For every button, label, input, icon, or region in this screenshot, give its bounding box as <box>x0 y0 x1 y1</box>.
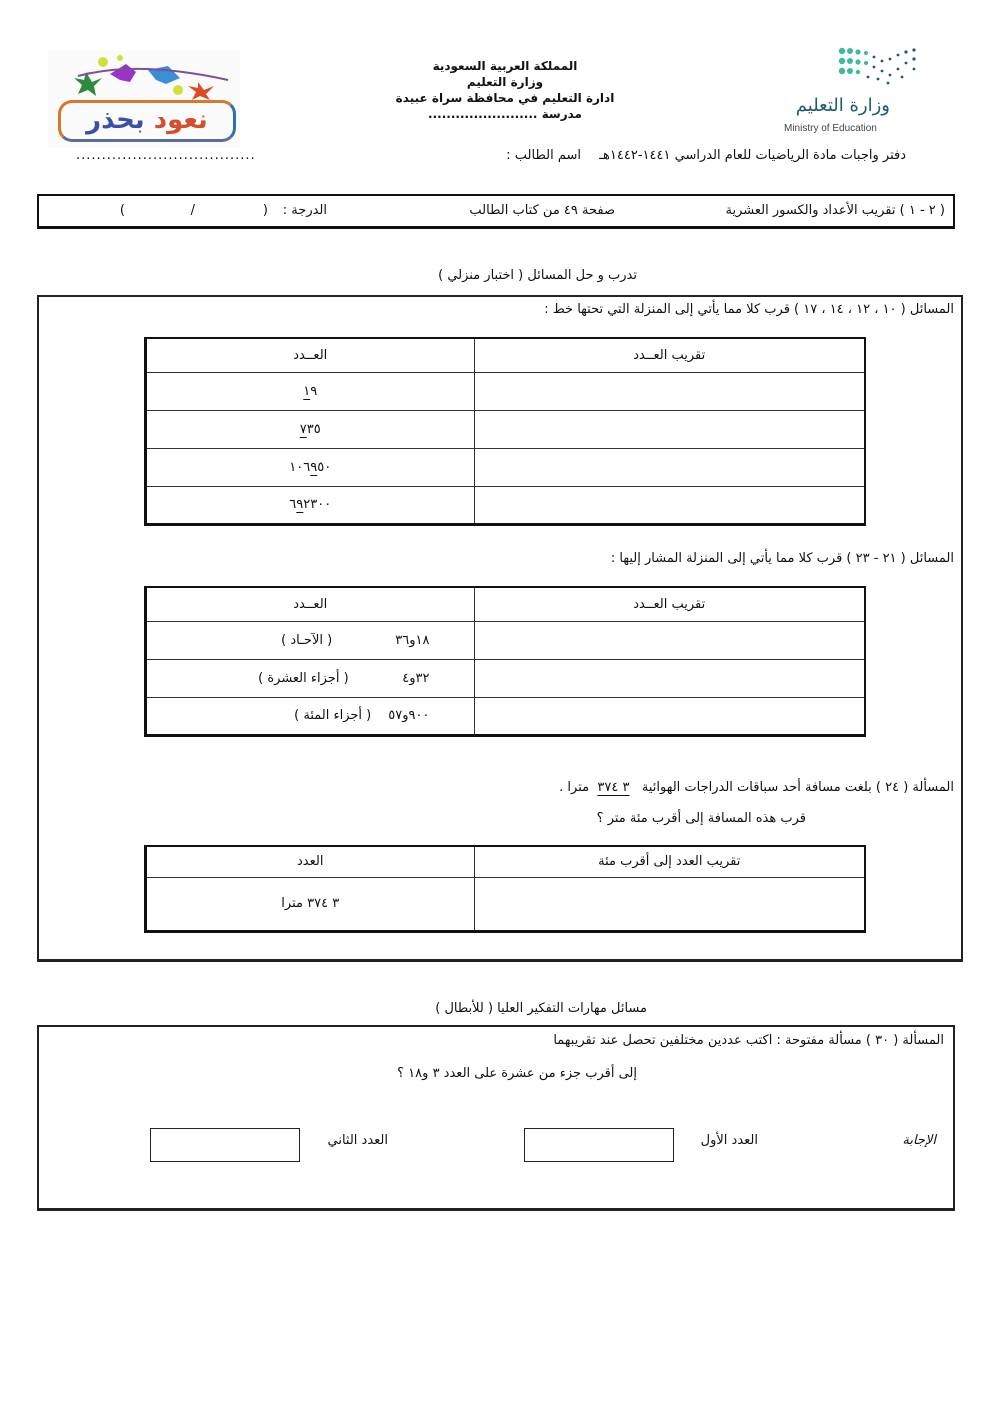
answer-cell[interactable] <box>474 410 865 448</box>
logo-word-2: بحذر <box>86 105 145 135</box>
answer-cell[interactable] <box>474 486 865 524</box>
problem-30-line-2: إلى أقرب جزء من عشرة على العدد ٣ و١٨ ؟ <box>397 1066 637 1081</box>
number-cell <box>146 372 475 410</box>
number-cell: ٣ ٣٧٤ مترا <box>146 877 475 931</box>
digits-after: ٢٣٠٠ <box>303 497 332 512</box>
problem-set-2-table <box>144 586 866 737</box>
answer-cell[interactable] <box>474 621 865 659</box>
problem-24-prompt <box>559 780 954 795</box>
underlined-digit: ١ <box>303 383 311 399</box>
problem-24-prefix: المسألة ( ٢٤ ) بلغت مسافة أحد سباقات الدراجات الهوائية <box>641 780 954 795</box>
rounding-header: تقريب العــدد <box>474 587 865 621</box>
lesson-info-bar <box>37 194 955 229</box>
table-row <box>146 659 866 697</box>
notebook-title: دفتر واجبات مادة الرياضيات للعام الدراسي ١٤٤١-١٤٤٢هـ <box>599 148 906 163</box>
answer-cell[interactable] <box>474 372 865 410</box>
place-value-label: ( أجزاء المئة ) <box>294 708 372 723</box>
grade-slash: / <box>190 203 195 218</box>
table-row <box>146 448 866 486</box>
student-name-label: اسم الطالب : <box>506 148 581 163</box>
number-cell <box>146 659 475 697</box>
grade-paren-close: ) <box>119 203 125 218</box>
directorate-name: ادارة التعليم في محافظة سراة عبيدة <box>395 91 615 105</box>
table-row <box>146 621 866 659</box>
ministry-logo <box>780 45 910 140</box>
digits-after: ٩ <box>310 383 318 399</box>
table-row <box>146 486 866 524</box>
children-stars-icon <box>48 50 240 100</box>
number-header: العــدد <box>146 587 475 621</box>
table-row <box>146 372 866 410</box>
table-row <box>146 697 866 735</box>
answer-cell[interactable] <box>474 448 865 486</box>
campaign-logo-text <box>58 100 236 142</box>
first-number-input[interactable] <box>524 1128 674 1162</box>
digits-after: ٥٠ <box>317 459 332 475</box>
problem-set-2-prompt: المسائل ( ٢١ - ٢٣ ) قرب كلا مما يأتي إلى المنزلة المشار إليها : <box>610 551 954 566</box>
ministry-logo-english: Ministry of Education <box>784 123 877 134</box>
place-value-label: ( أجزاء العشرة ) <box>258 670 349 686</box>
kingdom-name: المملكة العربية السعودية <box>432 59 578 73</box>
problem-30-line-1: المسألة ( ٣٠ ) مسألة مفتوحة : اكتب عددين مختلفين تحصل عند تقريبهما <box>553 1033 944 1048</box>
notebook-info-line <box>76 148 906 168</box>
answer-cell[interactable] <box>474 659 865 697</box>
distance-value: ٣ ٣٧٤ <box>597 780 630 795</box>
ministry-logo-arabic: وزارة التعليم <box>795 95 890 116</box>
first-number-label: العدد الأول <box>700 1133 758 1148</box>
government-header <box>380 58 630 122</box>
number-cell <box>146 410 475 448</box>
section-2-box <box>37 1025 955 1211</box>
number-header: العــدد <box>146 338 475 372</box>
rounding-header: تقريب العدد إلى أقرب مئة <box>474 846 865 877</box>
student-name-field[interactable]: ................................... <box>76 148 256 163</box>
table-row <box>146 410 866 448</box>
section-2-title: مسائل مهارات التفكير العليا ( للأبطال ) <box>435 1001 647 1016</box>
table-header-row <box>146 846 866 877</box>
problem-set-1-prompt: المسائل ( ١٠ ، ١٢ ، ١٤ ، ١٧ ) قرب كلا مما يأتي إلى المنزلة التي تحتها خط : <box>544 302 954 317</box>
ministry-name: وزارة التعليم <box>466 75 544 89</box>
grade-label: الدرجة : <box>282 203 327 218</box>
underlined-digit: ٩ <box>296 497 304 512</box>
table-row <box>146 877 866 931</box>
number-cell <box>146 697 475 735</box>
table-header-row <box>146 587 866 621</box>
problem-24-table <box>144 845 866 933</box>
rounding-header: تقريب العــدد <box>474 338 865 372</box>
problem-24-question: قرب هذه المسافة إلى أقرب مئة متر ؟ <box>596 811 806 826</box>
logo-word-1: نعود <box>153 105 208 135</box>
page-reference: صفحة ٤٩ من كتاب الطالب <box>469 203 615 218</box>
section-1-title: تدرب و حل المسائل ( اختبار منزلي ) <box>438 268 637 283</box>
grade-paren-open: ( <box>262 203 268 218</box>
campaign-logo <box>48 50 240 148</box>
problem-24-suffix: مترا . <box>559 780 590 795</box>
number-cell <box>146 621 475 659</box>
answer-cell[interactable] <box>474 697 865 735</box>
problem-set-1-table <box>144 337 866 526</box>
digits-after: ٣٥ <box>306 421 321 437</box>
underlined-digit: ٩ <box>310 459 318 475</box>
answer-cell[interactable] <box>474 877 865 931</box>
digits-before: ١٠٦ <box>289 459 311 475</box>
number-value: ١٨و٣٦ <box>395 632 430 648</box>
number-cell <box>146 486 475 524</box>
number-cell <box>146 448 475 486</box>
second-number-input[interactable] <box>150 1128 300 1162</box>
number-value: ٩٠٠و٥٧ <box>388 708 430 723</box>
lesson-title: ( ٢ - ١ ) تقريب الأعداد والكسور العشرية <box>725 203 945 218</box>
second-number-label: العدد الثاني <box>327 1133 388 1148</box>
school-name: مدرسة ........................ <box>428 107 582 121</box>
underlined-digit: ٧ <box>299 421 307 437</box>
table-header-row <box>146 338 866 372</box>
place-value-label: ( الآحـاد ) <box>281 632 333 648</box>
number-header: العدد <box>146 846 475 877</box>
number-value: ٣٢و٤ <box>402 670 430 686</box>
ministry-dots-icon <box>838 47 918 87</box>
answer-label: الإجابة <box>902 1133 936 1148</box>
digits-before: ٦ <box>289 497 297 512</box>
